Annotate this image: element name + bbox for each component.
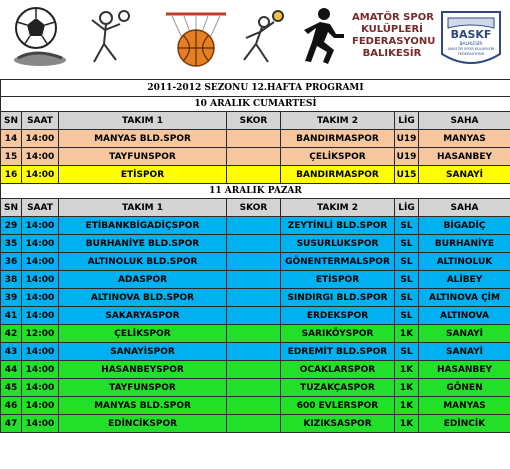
federation-line: BALIKESİR (362, 48, 422, 59)
column-header-takim2: TAKIM 2 (281, 199, 395, 217)
cell-skor (227, 289, 281, 307)
cell-takim2: KIZIKSASPOR (281, 415, 395, 433)
cell-saha: ALTINOVA (419, 307, 510, 325)
cell-saat: 14:00 (22, 415, 59, 433)
cell-sn: 41 (1, 307, 22, 325)
cell-saha: SANAYİ (419, 343, 510, 361)
table-row (1, 325, 510, 343)
cell-lig: 1K (395, 379, 419, 397)
table-row (1, 148, 510, 166)
table-row (1, 166, 510, 184)
cell-takim2: 600 EVLERSPOR (281, 397, 395, 415)
federation-line: FEDERASYONU (352, 36, 436, 47)
column-header-lig: LİG (395, 199, 419, 217)
column-header-row (1, 199, 510, 217)
table-row (1, 397, 510, 415)
column-header-lig: LİG (395, 112, 419, 130)
cell-takim2: SARIKÖYSPOR (281, 325, 395, 343)
cell-saha: BİGADİÇ (419, 217, 510, 235)
basketball-icon (166, 14, 226, 66)
federation-name (352, 12, 436, 60)
cell-saha: ALİBEY (419, 271, 510, 289)
cell-skor (227, 361, 281, 379)
cell-sn: 43 (1, 343, 22, 361)
cell-sn: 29 (1, 217, 22, 235)
logo-line: FEDERASYONU (457, 52, 485, 56)
cell-takim1: TAYFUNSPOR (59, 148, 227, 166)
cell-takim1: ETİSPOR (59, 166, 227, 184)
cell-takim1: ADASPOR (59, 271, 227, 289)
cell-skor (227, 235, 281, 253)
cell-lig: 1K (395, 325, 419, 343)
cell-saat: 14:00 (22, 235, 59, 253)
logo-line: BALIKESİR (459, 42, 483, 47)
cell-lig: U15 (395, 166, 419, 184)
section-title-row (1, 97, 510, 112)
cell-sn: 36 (1, 253, 22, 271)
cell-sn: 38 (1, 271, 22, 289)
cell-skor (227, 217, 281, 235)
cell-saat: 12:00 (22, 325, 59, 343)
table-row (1, 379, 510, 397)
cell-lig: SL (395, 307, 419, 325)
runner-icon (304, 8, 344, 64)
cell-takim2: EDREMİT BLD.SPOR (281, 343, 395, 361)
cell-saha: HASANBEY (419, 148, 510, 166)
column-header-sn: SN (1, 199, 22, 217)
column-header-takim2: TAKIM 2 (281, 112, 395, 130)
cell-takim2: ÇELİKSPOR (281, 148, 395, 166)
cell-saat: 14:00 (22, 166, 59, 184)
cell-saat: 14:00 (22, 307, 59, 325)
cell-takim2: ERDEKSPOR (281, 307, 395, 325)
cell-skor (227, 166, 281, 184)
cell-takim1: ÇELİKSPOR (59, 325, 227, 343)
cell-sn: 47 (1, 415, 22, 433)
cell-takim2: TUZAKÇASPOR (281, 379, 395, 397)
cell-saha: MANYAS (419, 397, 510, 415)
cell-lig: 1K (395, 397, 419, 415)
logo-text: BASKF (450, 28, 492, 41)
cell-takim1: SAKARYASPOR (59, 307, 227, 325)
column-header-sn: SN (1, 112, 22, 130)
cell-lig: SL (395, 271, 419, 289)
cell-saha: EDİNCİK (419, 415, 510, 433)
cell-saat: 14:00 (22, 148, 59, 166)
cell-takim1: ALTINOVA BLD.SPOR (59, 289, 227, 307)
cell-saat: 14:00 (22, 253, 59, 271)
cell-lig: U19 (395, 130, 419, 148)
table-row (1, 415, 510, 433)
cell-saha: ALTINOVA ÇİM (419, 289, 510, 307)
cell-saha: MANYAS (419, 130, 510, 148)
cell-takim2: ETİSPOR (281, 271, 395, 289)
cell-lig: SL (395, 289, 419, 307)
column-header-skor: SKOR (227, 112, 281, 130)
cell-takim2: GÖNENTERMALSPOR (281, 253, 395, 271)
column-header-takim1: TAKIM 1 (59, 112, 227, 130)
cell-takim1: ETİBANKBİGADİÇSPOR (59, 217, 227, 235)
column-header-saat: SAAT (22, 199, 59, 217)
table-row (1, 271, 510, 289)
section-title: 10 ARALIK CUMARTESİ (1, 97, 510, 112)
cell-takim1: SANAYİSPOR (59, 343, 227, 361)
column-header-saat: SAAT (22, 112, 59, 130)
cell-skor (227, 148, 281, 166)
cell-skor (227, 397, 281, 415)
header-banner (0, 0, 510, 78)
cell-takim1: EDİNCİKSPOR (59, 415, 227, 433)
cell-skor (227, 343, 281, 361)
cell-saat: 14:00 (22, 343, 59, 361)
volleyball-player-icon (92, 11, 129, 62)
cell-sn: 14 (1, 130, 22, 148)
table-row (1, 307, 510, 325)
column-header-skor: SKOR (227, 199, 281, 217)
cell-takim1: ALTINOLUK BLD.SPOR (59, 253, 227, 271)
cell-saat: 14:00 (22, 289, 59, 307)
cell-saat: 14:00 (22, 130, 59, 148)
cell-skor (227, 415, 281, 433)
cell-takim2: ZEYTİNLİ BLD.SPOR (281, 217, 395, 235)
cell-sn: 35 (1, 235, 22, 253)
cell-takim1: MANYAS BLD.SPOR (59, 397, 227, 415)
federation-line: KULÜPLERİ (361, 24, 423, 35)
cell-skor (227, 253, 281, 271)
cell-saha: SANAYİ (419, 325, 510, 343)
cell-skor (227, 271, 281, 289)
cell-skor (227, 379, 281, 397)
cell-takim1: HASANBEYSPOR (59, 361, 227, 379)
handball-player-icon (244, 11, 283, 62)
program-title-row (1, 80, 510, 97)
cell-lig: 1K (395, 361, 419, 379)
cell-lig: SL (395, 253, 419, 271)
cell-sn: 42 (1, 325, 22, 343)
cell-takim2: OCAKLARSPOR (281, 361, 395, 379)
table-row (1, 217, 510, 235)
column-header-takim1: TAKIM 1 (59, 199, 227, 217)
cell-takim2: SINDIRGI BLD.SPOR (281, 289, 395, 307)
cell-saha: HASANBEY (419, 361, 510, 379)
cell-skor (227, 307, 281, 325)
cell-saha: ALTINOLUK (419, 253, 510, 271)
cell-saha: GÖNEN (419, 379, 510, 397)
soccer-ball-icon (14, 8, 66, 66)
column-header-saha: SAHA (419, 199, 510, 217)
table-row (1, 235, 510, 253)
cell-skor (227, 325, 281, 343)
cell-saat: 14:00 (22, 271, 59, 289)
cell-lig: SL (395, 343, 419, 361)
sports-icons (6, 4, 346, 70)
cell-takim1: BURHANİYE BLD.SPOR (59, 235, 227, 253)
cell-sn: 15 (1, 148, 22, 166)
table-row (1, 253, 510, 271)
column-header-row (1, 112, 510, 130)
cell-sn: 46 (1, 397, 22, 415)
cell-takim2: BANDIRMASPOR (281, 166, 395, 184)
cell-skor (227, 130, 281, 148)
cell-saat: 14:00 (22, 379, 59, 397)
cell-lig: SL (395, 217, 419, 235)
program-title: 2011-2012 SEZONU 12.HAFTA PROGRAMI (1, 80, 510, 97)
cell-takim2: BANDIRMASPOR (281, 130, 395, 148)
cell-saha: BURHANİYE (419, 235, 510, 253)
cell-takim1: MANYAS BLD.SPOR (59, 130, 227, 148)
cell-saha: SANAYİ (419, 166, 510, 184)
cell-takim2: SUSURLUKSPOR (281, 235, 395, 253)
cell-takim1: TAYFUNSPOR (59, 379, 227, 397)
cell-saat: 14:00 (22, 217, 59, 235)
column-header-saha: SAHA (419, 112, 510, 130)
logo-line: AMATÖR SPOR KULÜPLERİ (447, 47, 495, 51)
cell-lig: 1K (395, 415, 419, 433)
cell-saat: 14:00 (22, 397, 59, 415)
cell-sn: 44 (1, 361, 22, 379)
table-row (1, 343, 510, 361)
cell-saat: 14:00 (22, 361, 59, 379)
table-row (1, 289, 510, 307)
fixture-table (0, 79, 510, 433)
cell-lig: U19 (395, 148, 419, 166)
cell-sn: 16 (1, 166, 22, 184)
cell-sn: 45 (1, 379, 22, 397)
table-row (1, 361, 510, 379)
baskf-logo-icon (438, 4, 504, 72)
section-title: 11 ARALIK PAZAR (1, 184, 510, 199)
cell-sn: 39 (1, 289, 22, 307)
table-row (1, 130, 510, 148)
cell-lig: SL (395, 235, 419, 253)
section-title-row (1, 184, 510, 199)
federation-line: AMATÖR SPOR (352, 12, 434, 23)
